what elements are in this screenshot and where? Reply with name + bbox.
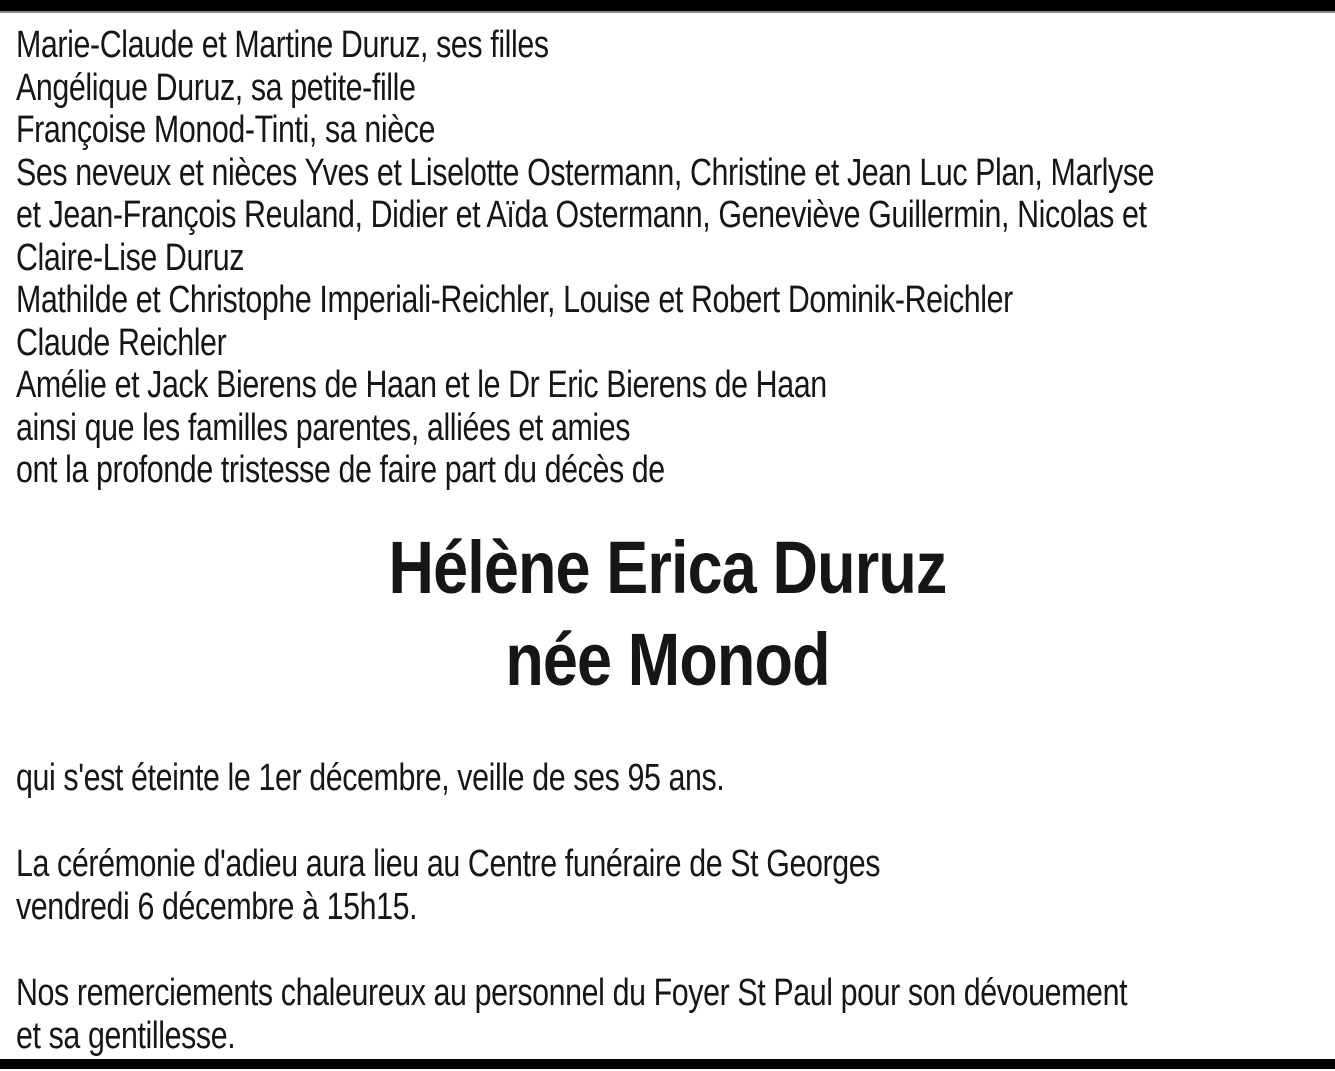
details-block [16,757,1335,1071]
family-line: Amélie et Jack Bierens de Haan et le Dr Eric Bierens de Haan [16,364,827,406]
deceased-name: Hélène Erica Duruz [388,526,947,609]
bottom-rule [0,1059,1335,1069]
family-line: Claude Reichler [16,321,227,364]
family-announcement-block [16,24,1335,492]
family-line: Claire-Lise Duruz [16,236,245,279]
detail-line: et sa gentillesse. [16,1015,236,1057]
family-line: Ses neveux et nièces Yves et Liselotte Ostermann, Christine et Jean Luc Plan, Marlyse [16,151,1155,194]
detail-line: La cérémonie d'adieu aura lieu au Centre funéraire de St Georges [16,843,881,885]
maiden-name: née Monod [505,618,830,701]
family-line: ont la profonde tristesse de faire part du décès de [16,449,665,491]
family-line: ainsi que les familles parentes, alliées et amies [16,406,631,449]
thanks-paragraph [16,972,1335,1058]
top-rule [0,0,1335,13]
detail-line: vendredi 6 décembre à 15h15. [16,886,418,928]
deceased-title-block [0,522,1335,706]
detail-line: qui s'est éteinte le 1er décembre, veille de ses 95 ans. [16,757,725,799]
family-line: Mathilde et Christophe Imperiali-Reichler, Louise et Robert Dominik-Reichler [16,279,1013,321]
death-date-paragraph [16,757,1335,800]
family-line: Angélique Duruz, sa petite-fille [16,66,416,109]
ceremony-paragraph [16,843,1335,929]
family-line: Françoise Monod-Tinti, sa nièce [16,109,436,151]
family-line: et Jean-François Reuland, Didier et Aïda Ostermann, Geneviève Guillermin, Nicolas et [16,194,1147,236]
family-line: Marie-Claude et Martine Duruz, ses filles [16,24,549,66]
detail-line: Nos remerciements chaleureux au personnel du Foyer St Paul pour son dévouement [16,972,1128,1014]
